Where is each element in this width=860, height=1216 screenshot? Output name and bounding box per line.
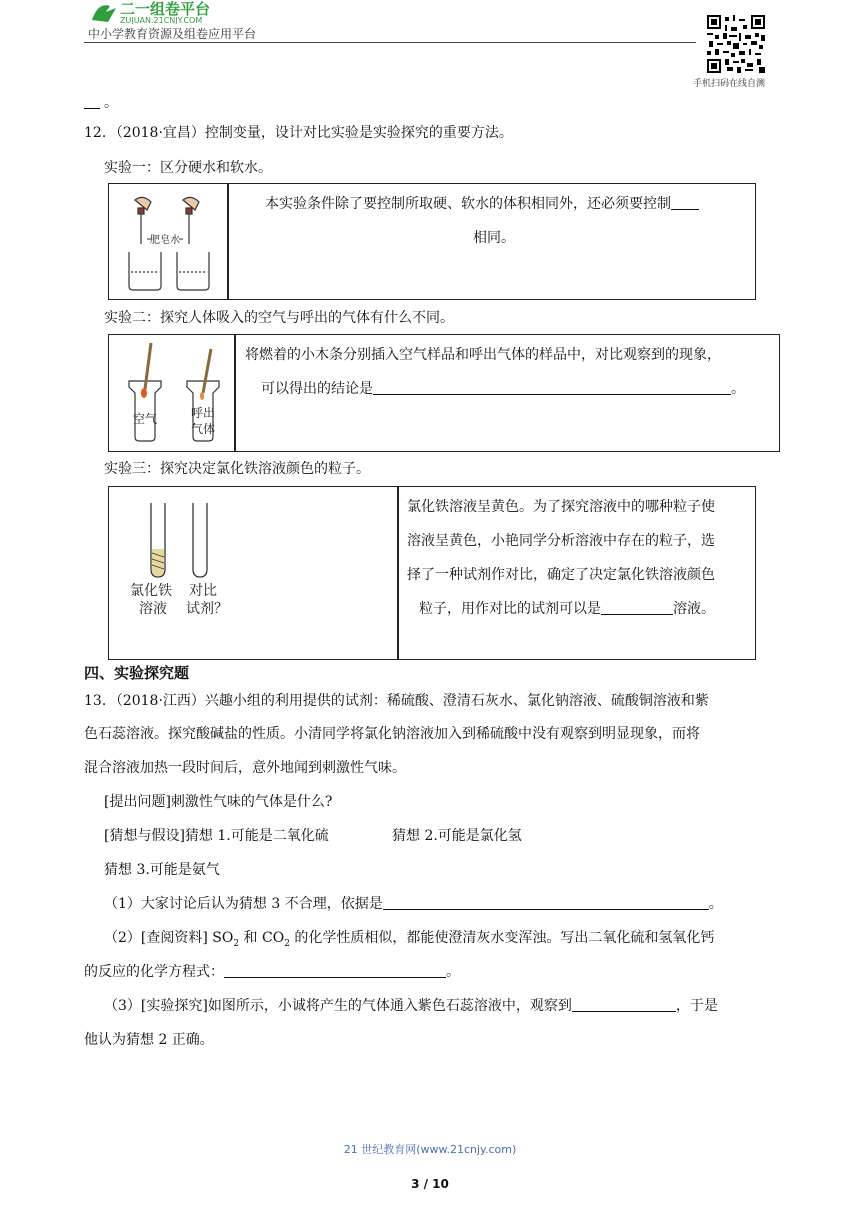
q13-line2: 色石蕊溶液。探究酸碱盐的性质。小清同学将氯化钠溶液加入到稀硫酸中没有观察到明显现象，而将: [84, 726, 700, 742]
q13-question: [提出问题]刺激性气味的气体是什么?: [104, 794, 333, 810]
exp1-text-line1: 本实验条件除了要控制所取硬、软水的体积相同外，还必须要控制: [265, 187, 699, 221]
qr-caption: 手机扫码在线自测: [693, 79, 766, 89]
exp3-divider: [397, 487, 399, 659]
q13-part3-line1: （3）[实验探究]如图所示，小诚将产生的气体通入紫色石蕊溶液中，观察到 ，于是: [104, 998, 718, 1014]
exp1-text-line2: 相同。: [473, 230, 515, 246]
ferric-chloride-label-1: 氯化铁: [130, 583, 172, 599]
exp1-table: [108, 183, 756, 300]
logo-text: 二一组卷平台: [120, 0, 211, 18]
q13-line1: 13．（2018·江西）兴趣小组的利用提供的试剂：稀硫酸、澄清石灰水、氯化钠溶液、硫酸铜溶液和紫: [84, 693, 709, 709]
exhaled-label-1: 呼出: [190, 406, 216, 420]
exp3-table: [108, 486, 756, 660]
q12-heading: 12．（2018·宜昌）控制变量，设计对比实验是实验探究的重要方法。: [84, 125, 513, 141]
control-reagent-label-2: 试剂？: [186, 601, 228, 617]
q13-part3-line2: 他认为猜想 2 正确。: [84, 1032, 214, 1048]
air-label: 空气: [132, 412, 158, 426]
section-title: 四、实验探究题: [84, 664, 190, 682]
q13-hypothesis-3: 猜想 3.可能是氨气: [104, 862, 220, 878]
q13-part1: （1）大家讨论后认为猜想 3 不合理，依据是 。: [104, 896, 723, 912]
ferric-chloride-label-2: 溶液: [139, 601, 167, 617]
header-divider: [84, 42, 696, 43]
exp2-divider: [234, 335, 236, 451]
page-number: 3 / 10: [411, 1177, 449, 1191]
exp3-text-line4: 粒子，用作对比的试剂可以是 溶液。: [419, 601, 715, 617]
qr-code-icon: [707, 15, 765, 73]
exp3-title: 实验三：探究决定氯化铁溶液颜色的粒子。: [104, 461, 370, 477]
exhaled-label-2: 气体: [190, 422, 216, 436]
q13-hypothesis-1: [猜想与假设]猜想 1.可能是二氧化硫: [104, 828, 329, 844]
footer-site-link[interactable]: 21 世纪教育网(www.21cnjy.com): [343, 1143, 517, 1156]
exp1-title: 实验一：区分硬水和软水。: [104, 160, 272, 176]
q13-line3: 混合溶液加热一段时间后，意外地闻到刺激性气味。: [84, 760, 406, 776]
exp3-text-line2: 溶液呈黄色，小艳同学分析溶液中存在的粒子，选: [407, 533, 715, 549]
logo-url: ZUJUAN.21CNJY.COM: [120, 16, 203, 24]
exp2-text-line1: 将燃着的小木条分别插入空气样品和呼出气体的样品中，对比观察到的现象，: [245, 347, 721, 363]
exp1-divider: [227, 184, 229, 299]
exp3-text-line3: 择了一种试剂作对比，确定了决定氯化铁溶液颜色: [407, 567, 715, 583]
prev-question-tail: 。: [84, 94, 118, 112]
exp2-text-line2: 可以得出的结论是 。: [261, 381, 745, 397]
site-logo: [88, 0, 273, 24]
test-tubes-image: [117, 497, 237, 617]
header-tagline: 中小学教育资源及组卷应用平台: [88, 27, 257, 41]
hard-soft-water-beakers-image: [117, 192, 221, 294]
q13-part2-line2: 的反应的化学方程式： 。: [84, 964, 460, 980]
exp2-title: 实验二：探究人体吸入的空气与呼出的气体有什么不同。: [104, 310, 454, 326]
exp3-text-line1: 氯化铁溶液呈黄色。为了探究溶液中的哪种粒子使: [407, 499, 715, 515]
control-reagent-label-1: 对比: [189, 583, 217, 599]
q13-hypothesis-2: 猜想 2.可能是氯化氢: [392, 828, 522, 844]
soap-water-label: 肥皂水: [150, 235, 180, 246]
exp2-table: [108, 334, 780, 452]
burning-stick-bottles-image: [117, 341, 231, 447]
q13-part2-line1: （2）[查阅资料] $SO_2$ 和 $CO_2$ 的化学性质相似，都能使澄清灰水变浑浊。写出二氧化硫和氢氧化钙: [104, 930, 715, 949]
